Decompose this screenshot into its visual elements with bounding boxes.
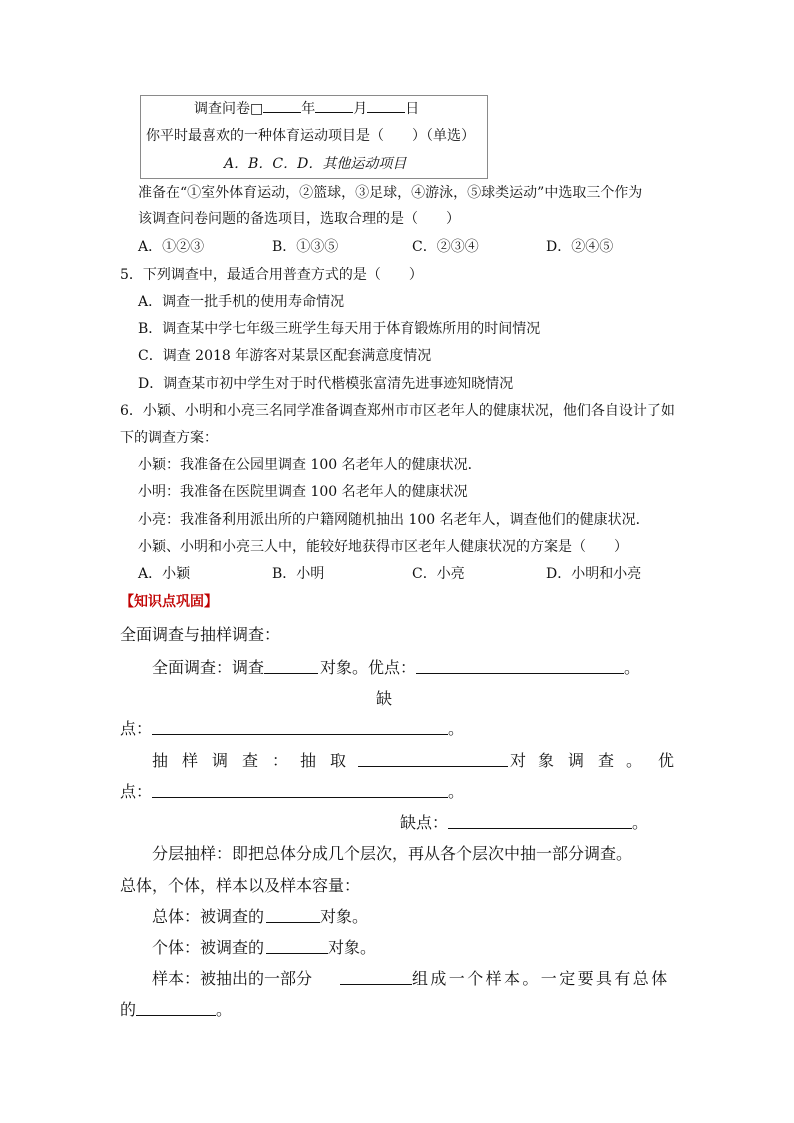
year-blank <box>263 98 301 113</box>
individual-blank <box>266 953 328 954</box>
sample-c0: 抽 <box>152 751 169 770</box>
sample-c3: 查 <box>242 751 259 770</box>
q6-stem-line1: 6．小颖、小明和小亮三名同学准备调查郑州市市区老年人的健康状况，他们各自设计了如 <box>120 403 675 419</box>
sample-c1: 样 <box>182 751 199 770</box>
sample-period-end: 。 <box>216 1000 233 1019</box>
q5-choice-c: C．调查 2018 年游客对某景区配套满意度情况 <box>138 348 432 364</box>
q6-plan-3: 小亮：我准备利用派出所的户籍网随机抽出 100 名老年人，调查他们的健康状况． <box>138 512 650 528</box>
sample-def-blank <box>340 984 412 985</box>
full-period-2: 。 <box>448 719 465 738</box>
knowledge-heading: 【知识点巩固】 <box>120 594 218 610</box>
full-disadvantage-blank <box>152 734 448 735</box>
knowledge-sub1: 全面调查与抽样调查： <box>120 625 281 644</box>
sample-de: 的 <box>120 1000 137 1019</box>
full-dian: 点： <box>120 719 153 738</box>
sample-t3: 查 <box>598 751 615 770</box>
q4-stem-line1: 准备在“①室外体育运动，②篮球，③足球，④游泳，⑤球类运动”中选取三个作为 <box>138 185 643 201</box>
q4-choice-b: B．①③⑤ <box>272 239 339 255</box>
survey-date-line <box>194 98 419 118</box>
q5-choice-b: B．调查某中学七年级三班学生每天用于体育锻炼所用的时间情况 <box>138 321 541 337</box>
full-survey-b: 对象。优点： <box>320 658 417 677</box>
q4-choice-d: D．②④⑤ <box>546 239 614 255</box>
q6-choice-d: D．小明和小亮 <box>546 566 642 582</box>
stratified-sampling: 分层抽样：即把总体分成几个层次，再从各个层次中抽一部分调查。 <box>152 844 633 863</box>
day-blank <box>367 98 405 113</box>
population-b: 对象。 <box>320 907 369 926</box>
full-period-1: 。 <box>624 658 641 677</box>
q6-choice-a: A．小颖 <box>138 566 191 582</box>
survey-question: 你平时最喜欢的一种体育运动项目是（ ）（单选） <box>146 128 475 144</box>
sample-period-2: 。 <box>632 813 649 832</box>
survey-options: A．B．C．D．其他运动项目 <box>224 156 407 172</box>
q4-stem-line2: 该调查问卷问题的备选项目，选取合理的是（ ） <box>138 211 460 227</box>
q4-choice-a: A．①②③ <box>138 239 205 255</box>
month-label: 月 <box>353 101 368 117</box>
sample-advantage-blank <box>152 797 448 798</box>
sample-t2: 调 <box>568 751 585 770</box>
individual-b: 对象。 <box>328 938 377 957</box>
survey-title: 调查问卷□ <box>194 101 264 117</box>
population-a: 总体：被调查的 <box>152 907 265 926</box>
sample-def-a: 样本：被抽出的一部分 <box>152 969 313 988</box>
sample-period-1: 。 <box>448 782 465 801</box>
q6-stem-line2: 下的调查方案： <box>120 430 218 446</box>
sample-def-b: 组成一个样本。一定要具有总体 <box>412 969 670 988</box>
q6-choice-c: C．小亮 <box>412 566 465 582</box>
population-blank <box>266 922 320 923</box>
month-blank <box>315 98 353 113</box>
full-survey-a: 全面调查：调查 <box>152 658 265 677</box>
sample-t0: 对 <box>510 751 527 770</box>
sample-c5: 抽 <box>300 751 317 770</box>
sample-dian: 点： <box>120 782 153 801</box>
sample-quedian: 缺点： <box>400 813 449 832</box>
sample-disadvantage-blank <box>448 828 632 829</box>
q5-choice-a: A．调查一批手机的使用寿命情况 <box>138 294 345 310</box>
full-que: 缺 <box>376 689 393 708</box>
sample-c6: 取 <box>330 751 347 770</box>
full-advantage-blank <box>416 673 624 674</box>
sample-t1: 象 <box>538 751 555 770</box>
sample-t5: 优 <box>658 751 675 770</box>
sample-c4: ： <box>272 751 289 770</box>
sample-c2: 调 <box>212 751 229 770</box>
q6-ask: 小颖、小明和小亮三人中，能较好地获得市区老年人健康状况的方案是（ ） <box>138 539 628 555</box>
q6-plan-1: 小颖：我准备在公园里调查 100 名老年人的健康状况． <box>138 457 482 473</box>
q4-choice-c: C．②③④ <box>412 239 479 255</box>
knowledge-sub2: 总体，个体，样本以及样本容量： <box>120 876 361 895</box>
full-survey-blank <box>264 673 318 674</box>
q6-choice-b: B．小明 <box>272 566 325 582</box>
individual-a: 个体：被调查的 <box>152 938 265 957</box>
year-label: 年 <box>301 101 316 117</box>
q5-choice-d: D．调查某市初中学生对于时代楷模张富清先进事迹知晓情况 <box>138 376 514 392</box>
sample-representative-blank <box>136 1015 216 1016</box>
q5-stem: 5．下列调查中，最适合用普查方式的是（ ） <box>120 267 423 283</box>
day-label: 日 <box>405 101 420 117</box>
sample-object-blank <box>358 766 508 767</box>
sample-t4: 。 <box>626 751 643 770</box>
q6-plan-2: 小明：我准备在医院里调查 100 名老年人的健康状况 <box>138 484 468 500</box>
